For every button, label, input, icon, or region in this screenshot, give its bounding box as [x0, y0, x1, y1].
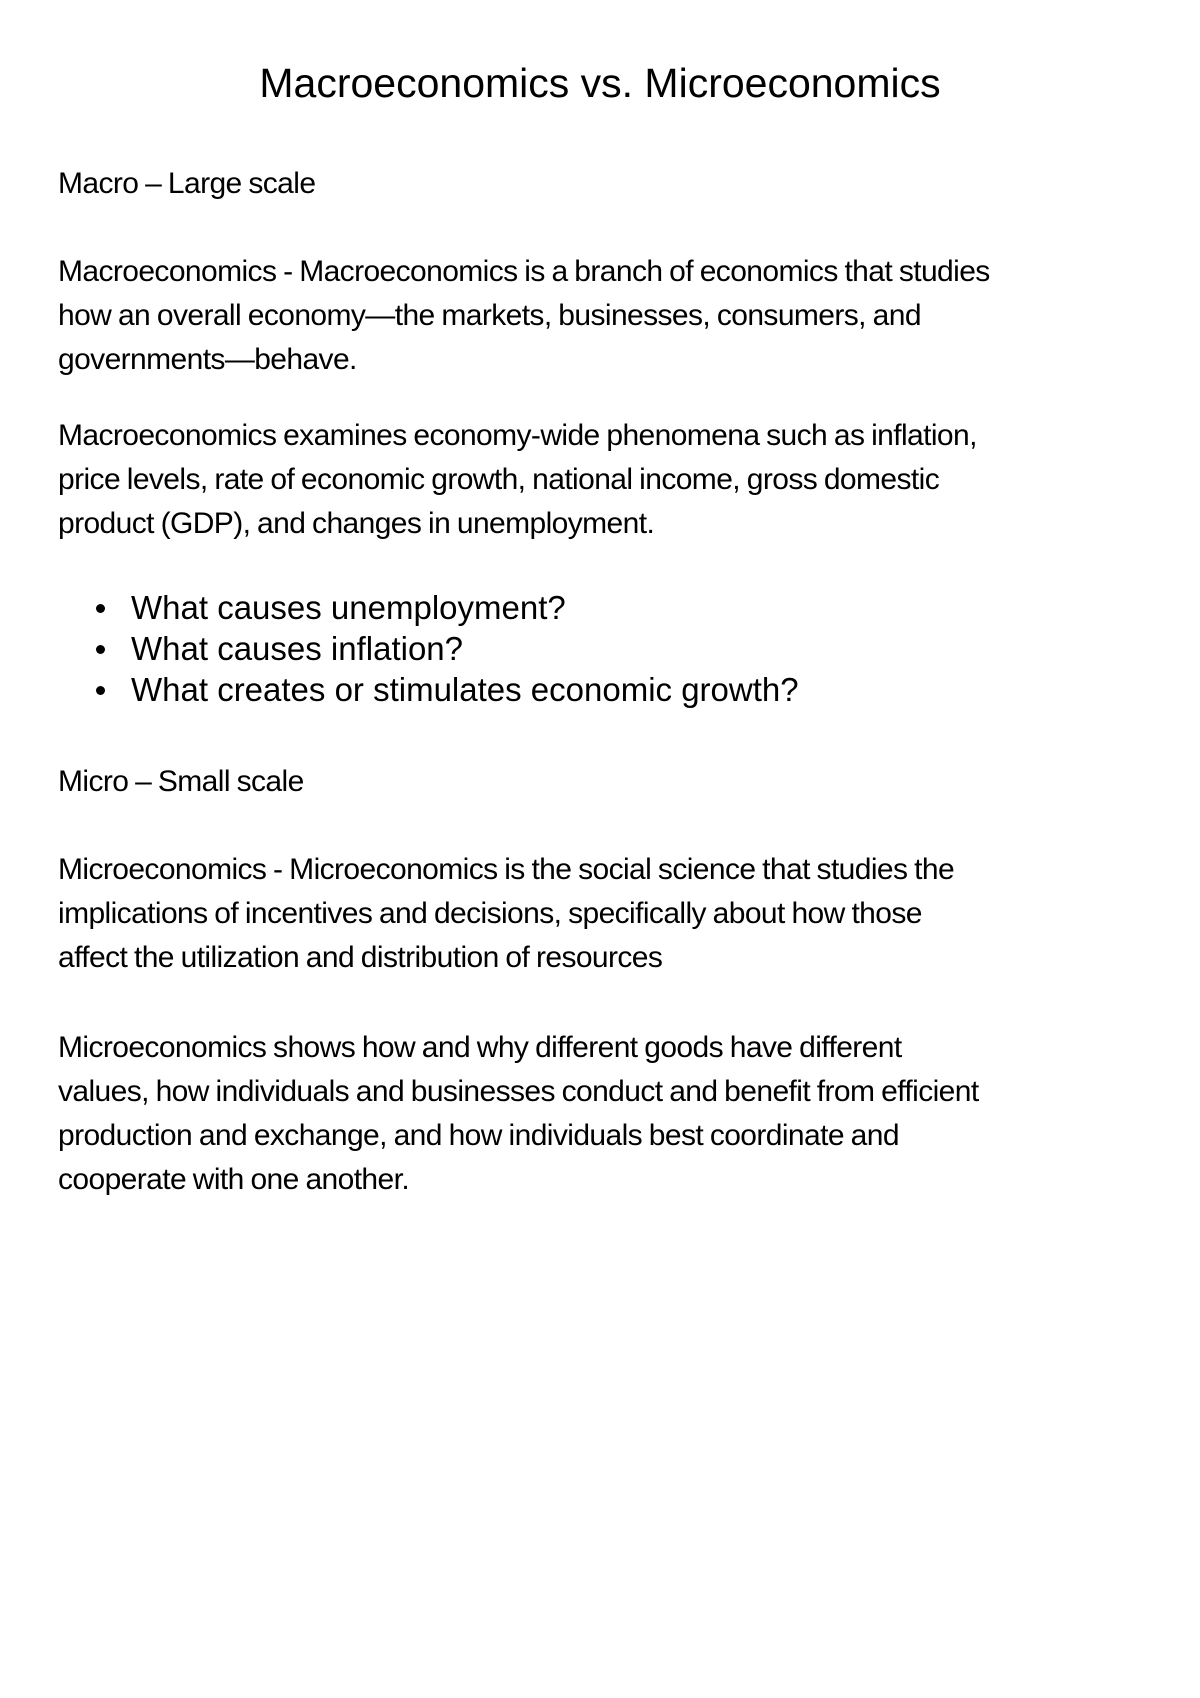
macro-definition-line: Macroeconomics - Macroeconomics is a branch of economics that studies: [58, 255, 990, 288]
micro-shows-line: values, how individuals and businesses conduct and benefit from efficient: [58, 1075, 979, 1108]
micro-definition-line: implications of incentives and decisions, specifically about how those: [58, 897, 922, 930]
question-text: What creates or stimulates economic growth?: [131, 671, 799, 708]
macro-questions-list: [58, 587, 799, 710]
macro-definition: [58, 250, 1158, 382]
bullet-icon: [96, 645, 105, 654]
micro-shows-line: production and exchange, and how individuals best coordinate and: [58, 1119, 899, 1152]
macro-heading: Macro – Large scale: [58, 167, 316, 200]
page-title: Macroeconomics vs. Microeconomics: [259, 60, 941, 106]
question-text: What causes unemployment?: [131, 589, 566, 626]
macro-examines-line: product (GDP), and changes in unemployment.: [58, 507, 655, 540]
macro-definition-line: how an overall economy—the markets, businesses, consumers, and: [58, 299, 921, 332]
micro-shows-line: cooperate with one another.: [58, 1163, 410, 1196]
bullet-icon: [96, 604, 105, 613]
micro-definition-line: Microeconomics - Microeconomics is the social science that studies the: [58, 853, 955, 886]
list-item: [58, 587, 799, 628]
micro-shows-paragraph: [58, 1026, 1158, 1202]
micro-definition-line: affect the utilization and distribution of resources: [58, 941, 663, 974]
micro-heading: Micro – Small scale: [58, 765, 304, 798]
macro-examines-line: Macroeconomics examines economy-wide phenomena such as inflation,: [58, 419, 977, 452]
question-text: What causes inflation?: [131, 630, 464, 667]
micro-definition: [58, 848, 1158, 980]
macro-examines-line: price levels, rate of economic growth, national income, gross domestic: [58, 463, 940, 496]
macro-examines-paragraph: [58, 414, 1158, 546]
bullet-icon: [96, 686, 105, 695]
macro-definition-line: governments—behave.: [58, 343, 357, 376]
micro-shows-line: Microeconomics shows how and why different goods have different: [58, 1031, 902, 1064]
list-item: [58, 628, 799, 669]
list-item: [58, 669, 799, 710]
